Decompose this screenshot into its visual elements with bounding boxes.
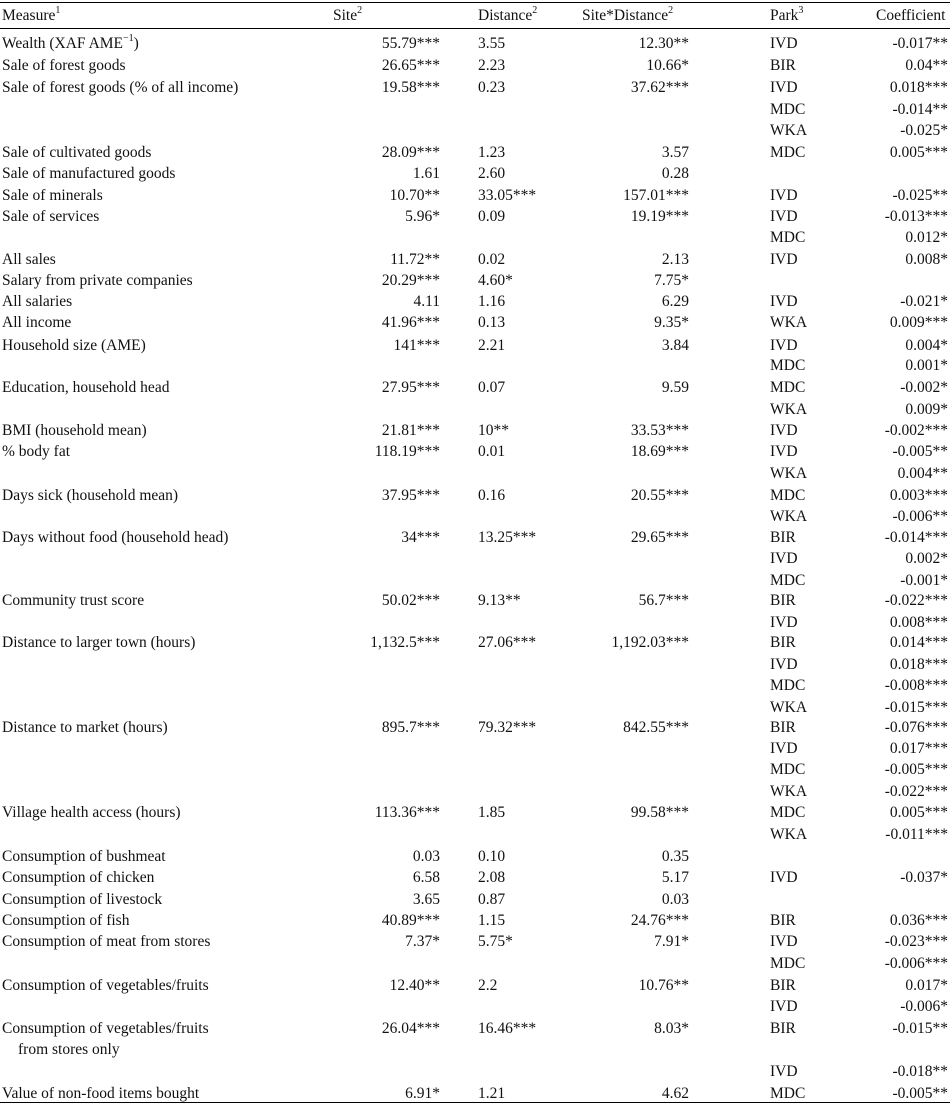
cell-site: 12.40** — [389, 977, 440, 994]
cell-measure-line2: from stores only — [18, 1041, 120, 1058]
table-row — [0, 99, 950, 120]
cell-park: MDC — [770, 572, 806, 589]
table-row — [0, 802, 950, 823]
cell-site-distance: 7.75* — [654, 272, 689, 289]
cell-coefficient: 0.017* — [905, 977, 948, 994]
table-row — [0, 654, 950, 675]
table-row — [0, 377, 950, 398]
cell-site: 1.61 — [412, 165, 440, 182]
cell-distance: 0.10 — [478, 848, 506, 865]
table-row — [0, 759, 950, 780]
cell-park: IVD — [770, 208, 798, 225]
table-row — [0, 420, 950, 441]
cell-distance: 9.13** — [478, 592, 521, 609]
cell-coefficient: 0.004* — [905, 337, 948, 354]
cell-coefficient: -0.014** — [892, 101, 948, 118]
cell-park: BIR — [770, 57, 796, 74]
cell-coefficient: -0.025** — [892, 187, 948, 204]
cell-site-distance: 2.13 — [661, 251, 689, 268]
cell-park: BIR — [770, 719, 796, 736]
cell-distance: 0.23 — [478, 79, 506, 96]
cell-park: MDC — [770, 144, 806, 161]
table-row — [0, 590, 950, 611]
table-row — [0, 889, 950, 910]
cell-coefficient: -0.006* — [900, 998, 948, 1015]
cell-coefficient: 0.005*** — [889, 144, 948, 161]
cell-coefficient: -0.018** — [892, 1063, 948, 1080]
cell-distance: 0.16 — [478, 487, 506, 504]
cell-site: 1,132.5*** — [370, 634, 440, 651]
cell-measure: Household size (AME) — [2, 337, 146, 354]
cell-measure: Distance to larger town (hours) — [2, 634, 196, 651]
cell-coefficient: 0.003*** — [889, 487, 948, 504]
cell-park: WKA — [770, 465, 808, 482]
cell-distance: 1.15 — [478, 912, 506, 929]
cell-site: 50.02*** — [381, 592, 440, 609]
cell-site-distance: 20.55*** — [630, 487, 689, 504]
cell-park: WKA — [770, 122, 808, 139]
cell-park: BIR — [770, 634, 796, 651]
cell-distance: 0.87 — [478, 891, 506, 908]
cell-site: 20.29*** — [381, 272, 440, 289]
cell-coefficient: 0.014*** — [889, 634, 948, 651]
cell-site: 113.36*** — [374, 804, 440, 821]
cell-measure: Sale of cultivated goods — [2, 144, 152, 161]
cell-site-distance: 157.01*** — [623, 187, 689, 204]
cell-distance: 13.25*** — [478, 529, 537, 546]
cell-coefficient: -0.015** — [892, 1020, 948, 1037]
table-row — [0, 527, 950, 548]
cell-site-distance: 12.30** — [638, 35, 689, 52]
cell-distance: 10** — [478, 422, 509, 439]
cell-distance: 2.08 — [478, 869, 506, 886]
cell-coefficient: -0.076*** — [884, 719, 948, 736]
cell-measure: Wealth (XAF $AME^{-1}$) — [2, 32, 139, 52]
table-header — [0, 5, 950, 26]
cell-distance: 2.60 — [478, 165, 506, 182]
cell-park: IVD — [770, 1063, 798, 1080]
cell-coefficient: 0.002* — [905, 550, 948, 567]
table-row — [0, 249, 950, 270]
cell-park: WKA — [770, 783, 808, 800]
cell-site-distance: 29.65*** — [630, 529, 689, 546]
cell-site: 34*** — [401, 529, 440, 546]
cell-site-distance: 18.69*** — [630, 443, 689, 460]
cell-measure: Consumption of fish — [2, 912, 130, 929]
cell-park: IVD — [770, 35, 798, 52]
cell-coefficient: 0.04** — [905, 57, 948, 74]
cell-coefficient: 0.018*** — [889, 79, 948, 96]
cell-site-distance: 5.17 — [661, 869, 689, 886]
header-distance: Distance$^2$ — [478, 4, 538, 24]
cell-park: IVD — [770, 422, 798, 439]
table-row — [0, 335, 950, 356]
cell-coefficient: -0.017** — [892, 35, 948, 52]
cell-distance: 0.01 — [478, 443, 506, 460]
cell-site: 21.81*** — [381, 422, 440, 439]
header-coefficient: Coefficient — [876, 7, 946, 24]
cell-site: 4.11 — [413, 293, 440, 310]
cell-coefficient: 0.001* — [905, 357, 948, 374]
cell-site-distance: 1,192.03*** — [611, 634, 689, 651]
cell-measure: Sale of forest goods (% of all income) — [2, 79, 239, 96]
cell-distance: 0.02 — [478, 251, 506, 268]
cell-coefficient: -0.011*** — [885, 826, 948, 843]
cell-park: IVD — [770, 740, 798, 757]
table-row — [0, 1018, 950, 1058]
cell-distance: 2.21 — [478, 337, 506, 354]
cell-coefficient: -0.005** — [892, 1085, 948, 1102]
table-row — [0, 824, 950, 845]
cell-distance: 2.2 — [478, 977, 498, 994]
cell-distance: 1.21 — [478, 1085, 506, 1102]
cell-measure: Consumption of livestock — [2, 891, 163, 908]
cell-site: 895.7*** — [381, 719, 440, 736]
cell-site-distance: 3.84 — [661, 337, 689, 354]
cell-park: MDC — [770, 487, 806, 504]
cell-coefficient: 0.005*** — [889, 804, 948, 821]
cell-measure: Sale of manufactured goods — [2, 165, 176, 182]
cell-site-distance: 6.29 — [661, 293, 689, 310]
cell-coefficient: 0.017*** — [889, 740, 948, 757]
header-rule — [0, 28, 950, 29]
cell-distance: 33.05*** — [478, 187, 537, 204]
cell-site: 37.95*** — [381, 487, 440, 504]
cell-park: MDC — [770, 357, 806, 374]
cell-park: BIR — [770, 977, 796, 994]
cell-site: 0.03 — [412, 848, 440, 865]
cell-park: MDC — [770, 955, 806, 972]
table-row — [0, 506, 950, 527]
cell-park: WKA — [770, 699, 808, 716]
cell-site-distance: 10.76** — [638, 977, 689, 994]
cell-park: IVD — [770, 656, 798, 673]
table-row — [0, 355, 950, 376]
table-row — [0, 185, 950, 206]
cell-park: IVD — [770, 337, 798, 354]
table-row — [0, 77, 950, 98]
cell-site: 141*** — [393, 337, 440, 354]
cell-coefficient: 0.036*** — [889, 912, 948, 929]
cell-site: 6.91* — [405, 1085, 440, 1102]
header-site: Site$^2$ — [333, 4, 363, 24]
cell-park: BIR — [770, 592, 796, 609]
cell-distance: 79.32*** — [478, 719, 537, 736]
cell-measure: % body fat — [2, 443, 71, 460]
cell-park: MDC — [770, 677, 806, 694]
cell-measure: Value of non-food items bought — [2, 1085, 200, 1102]
cell-park: IVD — [770, 187, 798, 204]
cell-coefficient: 0.008* — [905, 251, 948, 268]
cell-coefficient: 0.008*** — [889, 614, 948, 631]
table-row — [0, 291, 950, 312]
cell-park: WKA — [770, 508, 808, 525]
table-row — [0, 312, 950, 333]
table-row — [0, 612, 950, 633]
cell-park: IVD — [770, 251, 798, 268]
table-row — [0, 738, 950, 759]
cell-site: 27.95*** — [381, 379, 440, 396]
table-row — [0, 570, 950, 591]
bottom-rule — [0, 1102, 950, 1103]
cell-coefficient: -0.021* — [900, 293, 948, 310]
cell-site: 19.58*** — [381, 79, 440, 96]
cell-distance: 1.23 — [478, 144, 506, 161]
cell-coefficient: -0.002* — [900, 379, 948, 396]
table-row — [0, 55, 950, 76]
cell-distance: 4.60* — [478, 272, 513, 289]
cell-coefficient: 0.009* — [905, 401, 948, 418]
cell-park: IVD — [770, 550, 798, 567]
table-row — [0, 953, 950, 974]
cell-coefficient: -0.014*** — [884, 529, 948, 546]
table-row — [0, 441, 950, 462]
table-row — [0, 548, 950, 569]
cell-coefficient: -0.001* — [900, 572, 948, 589]
table-row — [0, 781, 950, 802]
table-row — [0, 996, 950, 1017]
cell-measure: Consumption of chicken — [2, 869, 155, 886]
cell-coefficient: -0.006*** — [884, 955, 948, 972]
cell-site-distance: 842.55*** — [623, 719, 689, 736]
cell-park: MDC — [770, 761, 806, 778]
cell-measure: All income — [2, 314, 72, 331]
cell-site-distance: 99.58*** — [630, 804, 689, 821]
cell-distance: 1.16 — [478, 293, 506, 310]
cell-measure: Community trust score — [2, 592, 145, 609]
cell-measure: Days without food (household head) — [2, 529, 229, 546]
cell-park: IVD — [770, 293, 798, 310]
cell-coefficient: -0.025* — [900, 122, 948, 139]
cell-distance: 16.46*** — [478, 1020, 537, 1037]
cell-measure: Education, household head — [2, 379, 170, 396]
cell-site-distance: 3.57 — [661, 144, 689, 161]
table-row — [0, 675, 950, 696]
cell-park: IVD — [770, 869, 798, 886]
cell-coefficient: -0.006** — [892, 508, 948, 525]
cell-park: IVD — [770, 443, 798, 460]
header-park: Park$^3$ — [770, 4, 804, 24]
cell-park: MDC — [770, 229, 806, 246]
header-site-distance: Site*Distance$^2$ — [582, 4, 674, 24]
cell-coefficient: -0.022*** — [884, 592, 948, 609]
cell-park: WKA — [770, 401, 808, 418]
cell-coefficient: -0.008*** — [884, 677, 948, 694]
cell-site: 26.04*** — [381, 1020, 440, 1037]
cell-measure: Distance to market (hours) — [2, 719, 168, 736]
cell-site-distance: 9.35* — [654, 314, 689, 331]
cell-park: IVD — [770, 998, 798, 1015]
table-row — [0, 846, 950, 867]
cell-site: 41.96*** — [381, 314, 440, 331]
cell-site-distance: 4.62 — [661, 1085, 689, 1102]
cell-site: 55.79*** — [381, 35, 440, 52]
cell-park: IVD — [770, 79, 798, 96]
cell-site-distance: 33.53*** — [630, 422, 689, 439]
cell-site-distance: 24.76*** — [630, 912, 689, 929]
table-row — [0, 717, 950, 738]
cell-site-distance: 19.19*** — [630, 208, 689, 225]
table-row — [0, 632, 950, 653]
cell-measure: Consumption of vegetables/fruits — [2, 977, 209, 994]
cell-distance: 1.85 — [478, 804, 506, 821]
cell-site: 10.70** — [389, 187, 440, 204]
cell-park: IVD — [770, 933, 798, 950]
cell-distance: 5.75* — [478, 933, 513, 950]
cell-coefficient: 0.018*** — [889, 656, 948, 673]
table-row — [0, 931, 950, 952]
cell-site: 11.72** — [390, 251, 440, 268]
cell-site: 3.65 — [412, 891, 440, 908]
table-row — [0, 399, 950, 420]
cell-distance: 27.06*** — [478, 634, 537, 651]
cell-park: BIR — [770, 912, 796, 929]
cell-coefficient: -0.022*** — [884, 783, 948, 800]
cell-park: MDC — [770, 379, 806, 396]
cell-park: MDC — [770, 804, 806, 821]
cell-coefficient: -0.037* — [900, 869, 948, 886]
cell-measure: Consumption of meat from stores — [2, 933, 211, 950]
table-row — [0, 33, 950, 54]
cell-distance: 0.09 — [478, 208, 506, 225]
cell-site-distance: 0.35 — [661, 848, 689, 865]
header-measure: Measure$^1$ — [2, 4, 61, 24]
cell-park: BIR — [770, 1020, 796, 1037]
table-row — [0, 206, 950, 227]
cell-measure: BMI (household mean) — [2, 422, 147, 439]
table-row — [0, 1061, 950, 1082]
cell-site: 26.65*** — [381, 57, 440, 74]
cell-site: 7.37* — [405, 933, 440, 950]
cell-site-distance: 10.66* — [646, 57, 689, 74]
cell-site: 28.09*** — [381, 144, 440, 161]
cell-coefficient: -0.023*** — [884, 933, 948, 950]
cell-site-distance: 0.03 — [661, 891, 689, 908]
cell-measure: All sales — [2, 251, 56, 268]
table-row — [0, 142, 950, 163]
cell-coefficient: 0.009*** — [889, 314, 948, 331]
table-row — [0, 270, 950, 291]
cell-measure: Consumption of bushmeat — [2, 848, 166, 865]
cell-measure: Sale of forest goods — [2, 57, 126, 74]
table-row — [0, 867, 950, 888]
cell-measure: Sale of minerals — [2, 187, 103, 204]
cell-distance: 0.13 — [478, 314, 506, 331]
cell-park: BIR — [770, 529, 796, 546]
cell-coefficient: -0.005** — [892, 443, 948, 460]
table-row — [0, 975, 950, 996]
table-row — [0, 697, 950, 718]
cell-measure: Sale of services — [2, 208, 100, 225]
table-row — [0, 120, 950, 141]
cell-coefficient: -0.015*** — [884, 699, 948, 716]
table-row — [0, 163, 950, 184]
cell-site-distance: 56.7*** — [638, 592, 689, 609]
cell-distance: 3.55 — [478, 35, 506, 52]
table-row — [0, 485, 950, 506]
cell-coefficient: 0.004** — [897, 465, 948, 482]
cell-measure: Consumption of vegetables/fruits — [2, 1020, 209, 1037]
cell-site: 40.89*** — [381, 912, 440, 929]
cell-park: WKA — [770, 314, 808, 331]
cell-site: 6.58 — [412, 869, 440, 886]
cell-measure: Salary from private companies — [2, 272, 193, 289]
cell-distance: 2.23 — [478, 57, 506, 74]
table-row — [0, 463, 950, 484]
cell-site-distance: 0.28 — [661, 165, 689, 182]
top-rule — [0, 2, 950, 3]
cell-site-distance: 8.03* — [654, 1020, 689, 1037]
cell-site-distance: 7.91* — [654, 933, 689, 950]
cell-site-distance: 9.59 — [661, 379, 689, 396]
cell-measure: Village health access (hours) — [2, 804, 181, 821]
cell-park: MDC — [770, 101, 806, 118]
cell-site: 118.19*** — [374, 443, 440, 460]
cell-park: IVD — [770, 614, 798, 631]
cell-coefficient: -0.005*** — [884, 761, 948, 778]
cell-distance: 0.07 — [478, 379, 506, 396]
cell-coefficient: 0.012* — [905, 229, 948, 246]
cell-park: WKA — [770, 826, 808, 843]
table-row — [0, 1083, 950, 1104]
cell-site-distance: 37.62*** — [630, 79, 689, 96]
table-row — [0, 227, 950, 248]
cell-site: 5.96* — [405, 208, 440, 225]
cell-measure: All salaries — [2, 293, 73, 310]
table-row — [0, 910, 950, 931]
cell-coefficient: -0.013*** — [884, 208, 948, 225]
cell-coefficient: -0.002*** — [884, 422, 948, 439]
cell-measure: Days sick (household mean) — [2, 487, 179, 504]
cell-park: MDC — [770, 1085, 806, 1102]
